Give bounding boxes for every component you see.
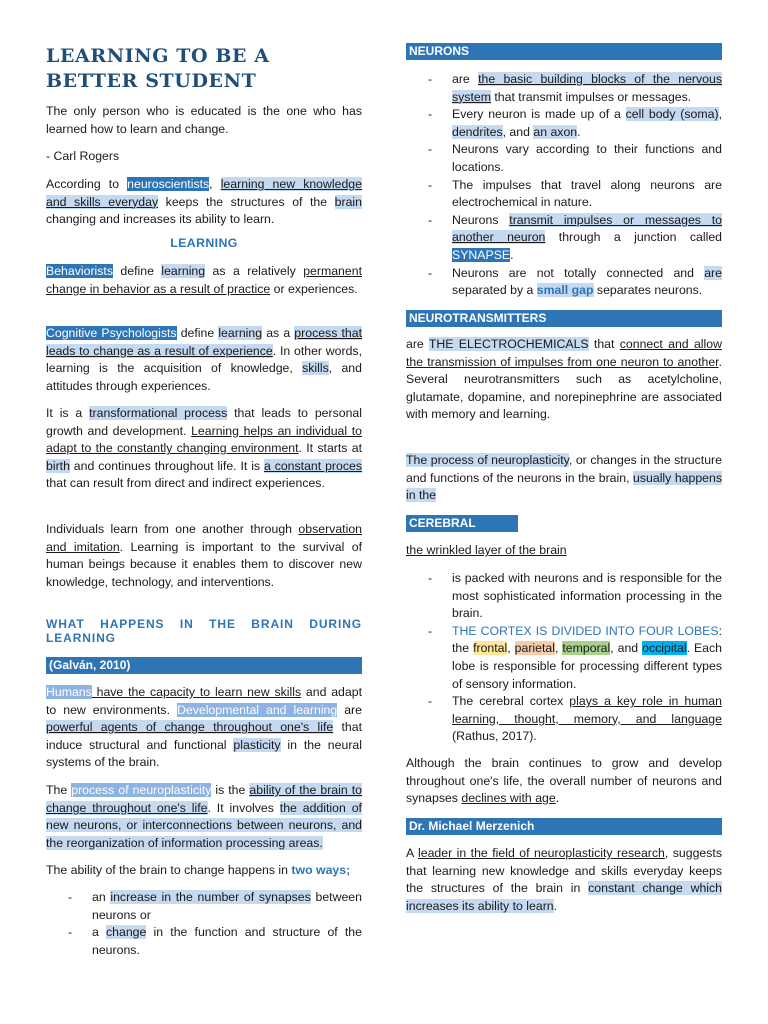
- highlight-change: change: [106, 925, 147, 940]
- text: an: [92, 890, 111, 904]
- text: keeps the structures of the: [158, 194, 335, 209]
- highlight-transmit-impulses: transmit impulses or messages to another neuron: [452, 212, 722, 245]
- transformational-paragraph: [46, 405, 362, 493]
- merzenich-paragraph: [406, 845, 722, 915]
- highlight-ability-to-change: ability of the brain to change throughout one's life: [46, 783, 363, 815]
- text: .: [555, 791, 560, 806]
- underline-connect-allow: connect and allow the transmission of impulses from one neuron to another: [406, 337, 722, 369]
- highlight-birth: birth: [46, 458, 70, 473]
- text: The ability of the brain to change happens in: [46, 863, 292, 877]
- bar-cerebral-cortex: CEREBRAL CORTEX: [406, 515, 518, 532]
- highlight-constant-change: constant change which increases its ability to learn: [406, 881, 723, 913]
- list-item: - Neurons are not totally connected and are separated by a small gap separates neurons.: [428, 265, 722, 298]
- text: define: [112, 264, 162, 278]
- highlight-temporal: temporal: [562, 641, 611, 656]
- text: through a junction called: [545, 230, 722, 245]
- text: that: [588, 337, 620, 351]
- underline-learning-helps: Learning helps an individual to adapt to the constantly changing environment: [46, 423, 362, 456]
- underline-observation: observation and imitation: [46, 522, 362, 554]
- text: ,: [507, 641, 515, 656]
- highlight-cognitive-psychologists: Cognitive Psychologists: [46, 326, 177, 340]
- text: . It involves: [207, 800, 280, 815]
- text: between neurons or: [92, 890, 362, 922]
- text: Individuals learn from one another through: [46, 522, 299, 536]
- highlight-addition-neurons: the addition of new neurons, or interconnections between neurons, and the reorganization of information processing areas.: [46, 800, 362, 850]
- neuroplasticity-paragraph: [46, 782, 362, 852]
- text: , and: [610, 641, 643, 656]
- highlight-process-neuroplasticity: The process of neuroplasticity: [406, 453, 569, 467]
- text: is packed with neurons and is responsible for the most sophisticated information processing in the brain.: [452, 571, 722, 621]
- underline-declines-with-age: declines with age: [461, 791, 556, 806]
- highlight-process-neuroplasticity: process of neuroplasticity: [71, 783, 212, 797]
- growth-paragraph: [406, 755, 722, 808]
- text: are: [452, 72, 479, 86]
- heading-brain-during-learning: WHAT HAPPENS IN THE BRAIN DURING LEARNING: [46, 617, 362, 645]
- text: changing and increases its ability to learn.: [46, 212, 275, 227]
- intro-paragraph: [46, 176, 362, 229]
- text: According to: [46, 177, 128, 191]
- highlight-dendrites: dendrites: [452, 124, 503, 139]
- highlight-axon: an axon: [533, 124, 578, 139]
- neuroplasticity-changes-paragraph: [406, 452, 722, 505]
- text: Although the brain continues to grow and develop throughout one's life, the overall number of neurons and synapses: [406, 756, 722, 806]
- highlight-building-blocks: the basic building blocks of the nervous system: [452, 72, 722, 104]
- neurons-list: [406, 71, 722, 300]
- highlight-skills: skills: [302, 361, 329, 376]
- list-item: - The impulses that travel along neurons are electrochemical in nature.: [428, 177, 722, 210]
- highlight-humans: Humans: [46, 685, 92, 699]
- text: as a: [262, 326, 295, 340]
- highlight-behaviorists: Behaviorists: [46, 264, 113, 278]
- text: that transmit impulses or messages.: [490, 89, 692, 104]
- text: Every neuron is made up of a: [452, 107, 626, 122]
- behaviorists-paragraph: [46, 263, 362, 298]
- highlight-transformational-process: transformational process: [89, 406, 228, 420]
- emphasis-four-lobes: THE CORTEX IS DIVIDED INTO FOUR LOBES: [452, 623, 719, 638]
- list-item: - Neurons transmit impulses or messages to another neuron through a junction called SYNAPSE.: [428, 212, 722, 262]
- text: that induce structural and functional: [46, 720, 362, 752]
- text: . Learning is important to the survival of human beings because it enables them to discover new knowledge, technology, and interventions.: [46, 539, 362, 589]
- list-item: - an increase in the number of synapses between neurons or: [68, 890, 362, 922]
- humans-paragraph: [46, 684, 362, 772]
- cognitive-paragraph: [46, 325, 362, 395]
- underline-wrinkled-layer: the wrinkled layer of the brain: [406, 543, 567, 557]
- text: Neurons: [452, 212, 510, 227]
- highlight-frontal: frontal: [473, 641, 508, 656]
- text: . Several neurotransmitters such as acetylcholine, glutamate, dopamine, and norepinephrine are associated with memory and learning.: [406, 354, 722, 422]
- text: The: [46, 783, 72, 797]
- highlight-plasticity: plasticity: [233, 737, 281, 752]
- highlight-powerful-agents: powerful agents of change throughout one's life: [46, 720, 334, 735]
- highlight-electrochemicals: THE ELECTROCHEMICALS: [428, 337, 589, 351]
- text: a: [92, 925, 107, 940]
- underline-leader: leader in the field of neuroplasticity research: [418, 846, 665, 860]
- list-item: - a change in the function and structure of the neurons.: [68, 925, 362, 957]
- highlight-are: are: [704, 265, 722, 280]
- cortex-list: [406, 570, 722, 746]
- text: separated by a: [452, 283, 537, 298]
- bar-galvan: (Galván, 2010): [46, 657, 362, 674]
- highlight-small-gap: small gap: [536, 283, 594, 298]
- text: ,: [718, 107, 722, 122]
- text: The impulses that travel along neurons are electrochemical in nature.: [452, 177, 722, 210]
- text: and adapt to new environments.: [46, 685, 362, 717]
- bar-merzenich: Dr. Michael Merzenich: [406, 818, 722, 835]
- text: separates neurons.: [593, 283, 703, 298]
- text: are: [337, 702, 362, 717]
- highlight-process: process that leads to change as a result of experience: [46, 326, 362, 358]
- text: Neurons vary according to their functions and locations.: [452, 142, 722, 174]
- text: or experiences.: [270, 281, 358, 296]
- text: is the: [211, 783, 250, 797]
- highlight-learning-everyday: learning new knowledge and skills everyday: [46, 177, 362, 209]
- list-item: - is packed with neurons and is responsible for the most sophisticated information processing in the brain.: [428, 571, 722, 621]
- quote-text: The only person who is educated is the one who has learned how to learn and change.: [46, 104, 362, 136]
- underline-key-role: plays a key role in human learning, thought, memory, and language: [452, 694, 722, 726]
- text: and continues throughout life. It is: [69, 458, 264, 473]
- text: , suggests that learning new knowledge and skills everyday keeps the structures of the brain in: [406, 846, 722, 896]
- text: are: [406, 337, 429, 351]
- highlight-brain: brain: [334, 194, 362, 209]
- text: , and: [502, 124, 534, 139]
- highlight-occipital: occipital: [642, 641, 687, 656]
- highlight-neuroscientists: neuroscientists: [127, 177, 210, 191]
- bar-neurotransmitters: NEUROTRANSMITTERS: [406, 310, 722, 327]
- text: The cerebral cortex: [452, 694, 570, 709]
- bar-neurons: NEURONS: [406, 43, 722, 60]
- text: , and attitudes through experiences.: [46, 361, 362, 393]
- underline-permanent-change: permanent change in behavior as a result of practice: [46, 264, 362, 296]
- highlight-learning: learning: [161, 264, 206, 278]
- text: : the: [452, 623, 722, 656]
- page-title: LEARNING TO BE A BETTER STUDENT: [46, 45, 270, 92]
- text: . Each lobe is responsible for processing different types of sensory information.: [452, 641, 722, 691]
- two-ways-paragraph: [46, 862, 362, 880]
- underline-capacity: have the capacity to learn new skills: [91, 685, 302, 699]
- text: It is a: [46, 406, 90, 420]
- highlight-synapse: SYNAPSE: [452, 247, 511, 262]
- quote-author: - Carl Rogers: [46, 149, 120, 163]
- text: that can result from direct and indirect experiences.: [46, 476, 325, 491]
- highlight-increase-synapses: increase in the number of synapses: [110, 890, 311, 904]
- neurotransmitters-paragraph: [406, 336, 722, 424]
- text: , or changes in the structure and functions of the neurons in the brain,: [406, 453, 722, 485]
- text: .: [577, 124, 581, 139]
- text: A: [406, 846, 418, 860]
- text: Neurons are not totally connected and: [452, 265, 705, 280]
- text: ,: [209, 177, 221, 191]
- two-ways-list: [46, 889, 362, 959]
- text: that leads to personal growth and development.: [46, 406, 362, 438]
- text: in the neural systems of the brain.: [46, 737, 362, 770]
- text: in the function and structure of the neurons.: [92, 925, 362, 957]
- text: (Rathus, 2017).: [452, 729, 537, 744]
- highlight-parietal: parietal: [514, 641, 555, 656]
- text: .: [510, 247, 514, 262]
- text: define: [176, 326, 219, 340]
- cortex-subtitle: [406, 542, 722, 560]
- text: . It starts at: [298, 441, 362, 456]
- highlight-developmental: Developmental and learning: [176, 702, 338, 717]
- highlight-cell-body: cell body (soma): [625, 107, 719, 122]
- text: as a relatively: [205, 264, 304, 278]
- text: . In other words, learning is the acquisition of knowledge,: [46, 343, 362, 376]
- individuals-paragraph: [46, 521, 362, 591]
- emphasis-two-ways: two ways;: [291, 863, 351, 877]
- highlight-learning: learning: [218, 326, 263, 340]
- heading-learning: LEARNING: [170, 236, 238, 250]
- list-item: - The cerebral cortex plays a key role in human learning, thought, memory, and language (Rathus, 2017).: [428, 694, 722, 744]
- text: .: [553, 898, 558, 913]
- text: ,: [555, 641, 563, 656]
- list-item: - are the basic building blocks of the nervous system that transmit impulses or messages.: [428, 72, 722, 104]
- list-item: - Every neuron is made up of a cell body (soma), dendrites, and an axon.: [428, 107, 722, 139]
- list-item: - THE CORTEX IS DIVIDED INTO FOUR LOBES: the frontal, parietal, temporal, and occipital. Each lobe is responsible for processing different types of sensory information.: [428, 623, 722, 691]
- highlight-constant-process: a constant proces: [263, 458, 362, 473]
- list-item: - Neurons vary according to their functions and locations.: [428, 142, 722, 174]
- highlight-usually-happens: usually happens in the: [406, 470, 722, 503]
